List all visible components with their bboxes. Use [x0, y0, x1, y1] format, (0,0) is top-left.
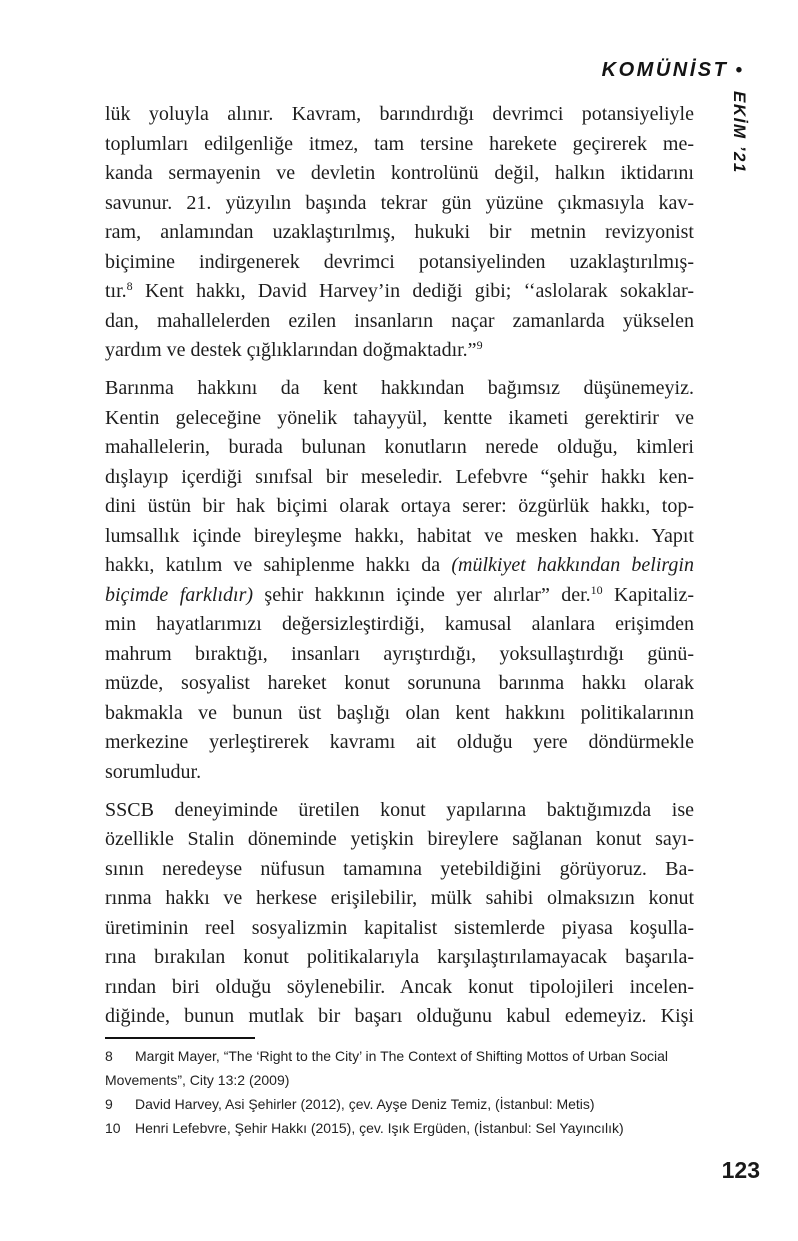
text-run: müzde, sosyalist hareket konut sorununa barınma hakkı olarak [105, 672, 694, 694]
text-run: merkezine yerleştirerek kavramı ait olduğu yere döndürmekle [105, 731, 694, 753]
footnote-number: 10 [105, 1120, 121, 1136]
text-line [105, 581, 694, 611]
text-run: üretiminin reel sosyalizmin kapitalist sistemlerde piyasa koşulla- [105, 916, 694, 939]
footnote-separator [105, 1037, 255, 1039]
page-number: 123 [721, 1157, 760, 1183]
text-line [105, 973, 694, 1003]
text-run: Kent hakkı, David Harvey’in dediği gibi; ‘‘aslolarak sokaklar- [132, 280, 694, 302]
text-run: sının neredeyse nüfusun tamamına yetebildiğini görüyoruz. Ba- [105, 857, 694, 880]
body-paragraph [105, 100, 694, 366]
footnote-item [105, 1116, 694, 1140]
text-run: rınma hakkı ve herkese erişilebilir, mülk sahibi olmaksızın konut [105, 887, 694, 909]
footnote-item [105, 1092, 694, 1116]
text-run: şehir hakkının içinde yer alırlar” der. [253, 583, 591, 606]
text-run: lumsallık içinde bireyleşme hakkı, habitat ve mesken hakkı. Yapıt [105, 524, 694, 547]
footnote-ref: 9 [476, 338, 483, 352]
text-line [105, 914, 694, 944]
footnote-ref: 8 [126, 279, 133, 293]
text-run: hakkı, katılım ve sahiplenme hakkı da [105, 554, 452, 576]
text-run: min hayatlarımızı değersizleştirdiği, kamusal alanlara erişimden [105, 613, 694, 635]
text-run: kanda sermayenin ve devletin kontrolünü değil, halkın iktidarını [105, 162, 694, 184]
text-line [105, 492, 694, 522]
text-line [105, 307, 694, 337]
header-bullet-icon: • [735, 60, 742, 81]
issue-label-vertical: EKİM ’21 [730, 91, 749, 174]
text-line [105, 551, 694, 581]
text-run: rına bırakılan konut politikalarıyla karşılaştırılamayacak başarıla- [105, 946, 694, 968]
text-run: rından biri olduğu söylenebilir. Ancak konut tipolojileri incelen- [105, 975, 694, 998]
footnote-list [105, 1044, 694, 1140]
text-run: özellikle Stalin döneminde yetişkin bireylere sağlanan konut sayı- [105, 828, 694, 850]
text-line [105, 855, 694, 885]
text-line [105, 1002, 694, 1032]
footnote-text: David Harvey, Asi Şehirler (2012), çev. Ayşe Deniz Temiz, (İstanbul: Metis) [135, 1096, 595, 1112]
text-run: Kentin geleceğine yönelik tahayyül, kentte ikameti gerektirir ve [105, 406, 694, 429]
text-line [105, 640, 694, 670]
footnote-text: Margit Mayer, “The ‘Right to the City’ in The Context of Shifting Mottos of Urban Social Movements”, City 13:2 (2009) [105, 1048, 669, 1088]
text-line [105, 189, 694, 219]
text-line [105, 248, 694, 278]
text-line [105, 758, 694, 788]
text-run: mahallelerin, burada bulunan konutların nerede olduğu, kimleri [105, 436, 694, 458]
text-line [105, 159, 694, 189]
text-line [105, 463, 694, 493]
text-run: (mülkiyet hakkından belirgin [451, 554, 694, 576]
footnote-item [105, 1044, 694, 1092]
text-line [105, 404, 694, 434]
footnotes-section [105, 1037, 694, 1140]
text-line [105, 433, 694, 463]
text-line [105, 699, 694, 729]
text-line [105, 277, 694, 307]
text-run: diğinde, bunun mutlak bir başarı olduğunu kabul edemeyiz. Kişi [105, 1005, 694, 1027]
footnote-text: Henri Lefebvre, Şehir Hakkı (2015), çev. Işık Ergüden, (İstanbul: Sel Yayıncılık) [135, 1120, 624, 1136]
text-run: tır. [105, 280, 127, 302]
text-run: biçimine indirgenerek devrimci potansiyelinden uzaklaştırılmış- [105, 250, 694, 273]
text-run: toplumları edilgenliğe itmez, tam tersine harekete geçirerek me- [105, 132, 694, 155]
text-line [105, 796, 694, 826]
text-run: biçimde farklıdır) [105, 583, 254, 606]
body-text [105, 100, 694, 1040]
text-run: sorumludur. [105, 760, 202, 783]
text-line [105, 100, 694, 130]
text-line [105, 825, 694, 855]
footnote-number: 9 [105, 1096, 113, 1112]
text-run: Barınma hakkını da kent hakkından bağımsız düşünemeyiz. [105, 377, 694, 399]
text-run: dan, mahallelerden ezilen insanların naçar zamanlarda yükselen [105, 309, 694, 332]
footnote-ref: 10 [590, 582, 603, 597]
journal-title: KOMÜNİST [601, 59, 729, 81]
text-run: lük yoluyla alınır. Kavram, barındırdığı devrimci potansiyeliyle [105, 103, 694, 125]
text-run: Kapitaliz- [602, 583, 694, 606]
text-run: dışlayıp içerdiği sınıfsal bir meseledir. Lefebvre “şehir hakkı ken- [105, 465, 694, 488]
text-line [105, 336, 694, 366]
footnote-number: 8 [105, 1048, 113, 1064]
text-line [105, 374, 694, 404]
text-run: mahrum bıraktığı, insanları ayrıştırdığı, yoksullaştırdığı günü- [105, 642, 694, 665]
text-line [105, 610, 694, 640]
text-run: SSCB deneyiminde üretilen konut yapılarına baktığımızda ise [105, 798, 694, 821]
text-run: bakmakla ve bunun üst başlığı olan kent hakkını politikalarının [105, 701, 694, 724]
page-header [602, 59, 742, 82]
text-run: yardım ve destek çığlıklarından doğmaktadır.” [105, 339, 477, 361]
text-run: dini üstün bir hak biçimi olarak ortaya serer: özgürlük hakkı, top- [105, 495, 694, 517]
body-paragraph [105, 374, 694, 787]
text-run: ram, anlamından uzaklaştırılmış, hukuki bir metnin revizyonist [105, 221, 694, 243]
text-line [105, 669, 694, 699]
text-line [105, 884, 694, 914]
text-line [105, 943, 694, 973]
text-line [105, 130, 694, 160]
text-line [105, 728, 694, 758]
text-line [105, 522, 694, 552]
text-run: savunur. 21. yüzyılın başında tekrar gün yüzüne çıkmasıyla kav- [105, 191, 694, 214]
text-line [105, 218, 694, 248]
body-paragraph [105, 796, 694, 1032]
